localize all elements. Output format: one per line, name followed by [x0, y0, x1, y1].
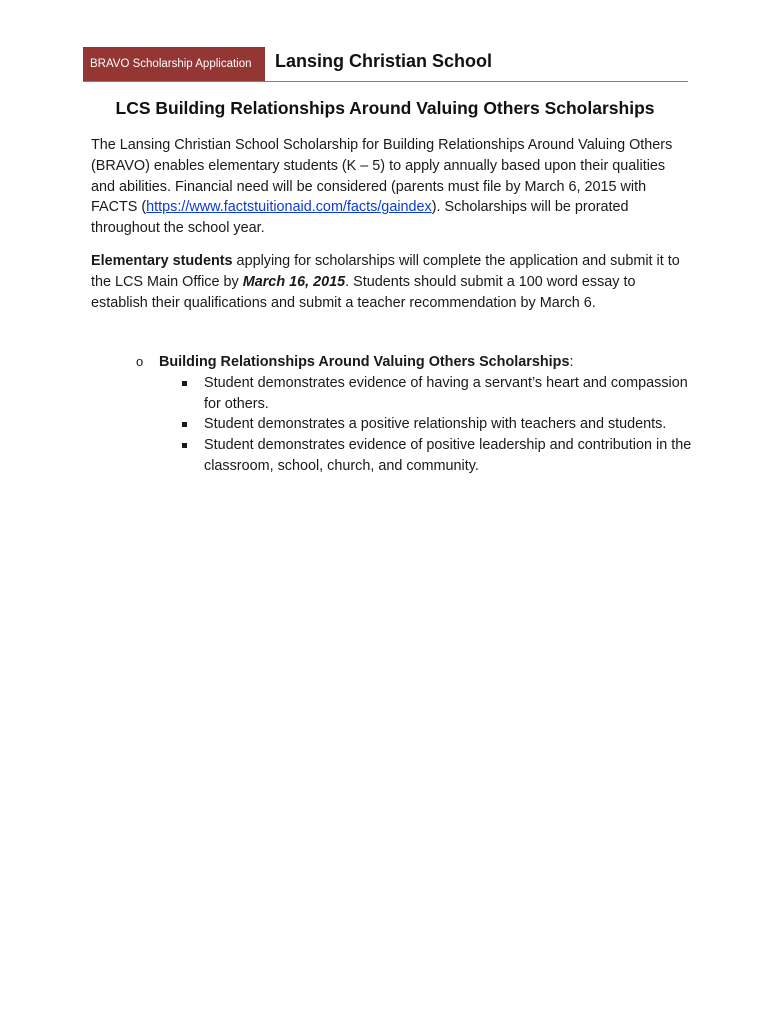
- square-bullet-icon: [182, 443, 187, 448]
- header-tab-label: BRAVO Scholarship Application: [83, 47, 265, 81]
- deadline-date: March 16, 2015: [242, 273, 346, 290]
- application-text-1: applying for scholarships will complete the application and submit it to the LCS Main Office by: [91, 253, 680, 290]
- list-item: [159, 414, 696, 435]
- intro-paragraph: [91, 135, 691, 239]
- criteria-item-text: Student demonstrates a positive relationship with teachers and students.: [204, 416, 667, 433]
- criteria-item-text: Student demonstrates evidence of positive leadership and contribution in the classroom, school, church, and community.: [204, 437, 692, 474]
- square-bullet-icon: [182, 381, 187, 386]
- criteria-list: [136, 373, 696, 477]
- document-title: LCS Building Relationships Around Valuing Others Scholarships: [115, 98, 655, 118]
- criteria-item-text: Student demonstrates evidence of having a servant’s heart and compassion for others.: [204, 374, 688, 412]
- intro-text-before-link: The Lansing Christian School Scholarship for Building Relationships Around Valuing Others (BRAVO) enables elementary students (K – 5) to apply annually based upon their qualities and abilities. Financial need will be considered (parents must file by March 6, 2015 with FACTS (: [91, 137, 673, 216]
- criteria-heading-suffix: :: [569, 354, 574, 370]
- elementary-students-lead: Elementary students: [91, 253, 233, 269]
- application-text-2: . Students should submit a 100 word essay to establish their qualifications and submit a teacher recommendation by March 6.: [91, 273, 636, 311]
- list-item: [159, 373, 696, 415]
- facts-link[interactable]: https://www.factstuitionaid.com/facts/gaindex: [146, 199, 432, 216]
- header-school-name: Lansing Christian School: [275, 51, 493, 71]
- criteria-heading: Building Relationships Around Valuing Others Scholarships: [159, 354, 570, 370]
- list-item: [159, 435, 696, 477]
- application-paragraph: [91, 251, 691, 313]
- page-header: [83, 47, 688, 82]
- criteria-section: [136, 352, 696, 477]
- circle-bullet-icon: o: [136, 354, 144, 369]
- criteria-heading-line: [136, 352, 696, 373]
- square-bullet-icon: [182, 422, 187, 427]
- intro-text-after-link: ). Scholarships will be prorated throughout the school year.: [91, 199, 629, 237]
